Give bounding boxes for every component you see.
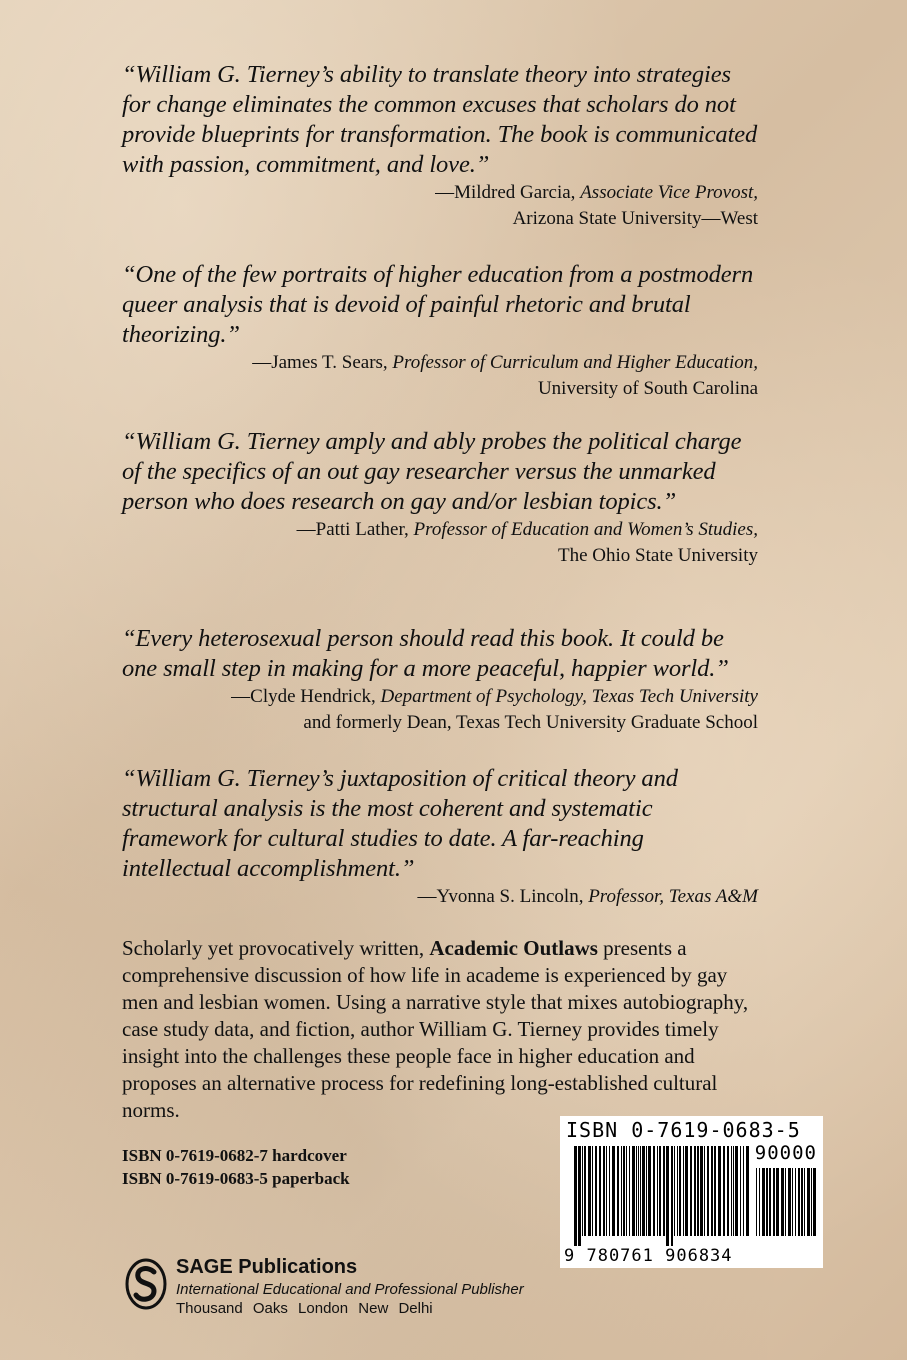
- barcode-bar: [776, 1168, 779, 1236]
- barcode-bar: [740, 1146, 741, 1236]
- barcode-bar: [798, 1168, 800, 1236]
- book-description: [122, 935, 762, 1124]
- attribution-title: Associate Vice Provost,: [580, 182, 758, 203]
- barcode-price-code: 90000: [754, 1142, 817, 1164]
- barcode-bar: [731, 1146, 732, 1236]
- quote-attribution: [122, 884, 758, 910]
- barcode-bar: [785, 1168, 786, 1236]
- barcode-bar: [685, 1146, 688, 1236]
- barcode-bar: [773, 1168, 775, 1236]
- barcode-bar: [733, 1146, 734, 1236]
- endorsement-lather: [122, 427, 758, 569]
- barcode-bar: [759, 1168, 760, 1236]
- endorsement-lincoln: [122, 764, 758, 910]
- barcode-bar: [609, 1146, 610, 1236]
- barcode-bar: [807, 1168, 810, 1236]
- publisher-tagline: International Educational and Professional Publisher: [176, 1281, 524, 1298]
- quote-attribution: [122, 350, 758, 376]
- barcode-bar: [792, 1168, 793, 1236]
- barcode-bar: [743, 1146, 744, 1236]
- barcode-bar: [606, 1146, 607, 1236]
- barcode-bars-icon: [574, 1146, 750, 1246]
- description-lead: Scholarly yet provocatively written,: [122, 936, 430, 960]
- barcode-bar: [588, 1146, 591, 1236]
- publisher-name: SAGE Publications: [176, 1256, 358, 1278]
- barcode-bar: [592, 1146, 593, 1236]
- barcode-bar: [697, 1146, 699, 1236]
- barcode-bar: [663, 1146, 665, 1236]
- isbn-list: [122, 1144, 350, 1190]
- barcode-bar: [683, 1146, 684, 1236]
- barcode-bar: [735, 1146, 738, 1236]
- barcode-bar: [646, 1146, 647, 1236]
- barcode-bar: [727, 1146, 729, 1236]
- barcode-bar: [623, 1146, 625, 1236]
- barcode-bar: [638, 1146, 639, 1236]
- barcode-bar: [599, 1146, 601, 1236]
- barcode-digits: 9 780761 906834: [564, 1246, 733, 1266]
- barcode-bar: [795, 1168, 796, 1236]
- publisher-cities: Thousand Oaks London New Delhi: [176, 1300, 433, 1317]
- barcode-bar: [811, 1168, 812, 1236]
- barcode-bar: [657, 1146, 658, 1236]
- barcode-bar: [666, 1146, 669, 1246]
- barcode-bar: [648, 1146, 651, 1236]
- quote-attribution: [122, 517, 758, 543]
- sage-logo-icon: [124, 1258, 168, 1310]
- barcode-bar: [582, 1146, 583, 1236]
- barcode-bar: [756, 1168, 757, 1236]
- barcode-bar: [723, 1146, 725, 1236]
- barcode-bar: [707, 1146, 709, 1236]
- barcode-bar: [804, 1168, 805, 1236]
- barcode-bar: [762, 1168, 765, 1236]
- attribution-affiliation: The Ohio State University: [558, 545, 758, 566]
- attribution-author: —Mildred Garcia,: [435, 182, 581, 203]
- barcode-bar: [690, 1146, 692, 1236]
- barcode-bar: [612, 1146, 615, 1236]
- description-body: presents a comprehensive discussion of how life in academe is experienced by gay men and lesbian women. Using a narrative style that mixes autobiography, case study data, and fiction, author William G. Tierney provides timely insight into the challenges these people face in higher education and proposes an alternative process for redefining long-established cultural norms.: [122, 936, 749, 1122]
- attribution-title: Professor, Texas A&M: [588, 886, 758, 907]
- barcode-bar: [766, 1168, 768, 1236]
- barcode-bar: [632, 1146, 635, 1236]
- isbn-barcode: [560, 1116, 823, 1268]
- attribution-affiliation: and formerly Dean, Texas Tech University Graduate School: [303, 712, 758, 733]
- barcode-bar: [674, 1146, 675, 1236]
- attribution-author: —Yvonna S. Lincoln,: [417, 886, 589, 907]
- barcode-bar: [714, 1146, 716, 1236]
- barcode-bar: [659, 1146, 661, 1236]
- barcode-bar: [636, 1146, 637, 1236]
- barcode-bar: [621, 1146, 622, 1236]
- endorsement-garcia: [122, 60, 758, 232]
- barcode-bar: [629, 1146, 630, 1236]
- barcode-isbn-label: ISBN 0-7619-0683-5: [566, 1118, 801, 1142]
- attribution-author: —Clyde Hendrick,: [231, 686, 381, 707]
- isbn-hardcover: ISBN 0-7619-0682-7 hardcover: [122, 1146, 347, 1165]
- barcode-bar: [769, 1168, 771, 1236]
- barcode-bar: [617, 1146, 619, 1236]
- barcode-bar: [640, 1146, 641, 1236]
- attribution-author: —Patti Lather,: [296, 519, 414, 540]
- barcode-bar: [584, 1146, 586, 1236]
- barcode-bar: [679, 1146, 681, 1236]
- barcode-addon-bars-icon: [756, 1168, 818, 1246]
- barcode-bar: [781, 1168, 784, 1236]
- attribution-affiliation: University of South Carolina: [537, 378, 758, 399]
- quote-text: “William G. Tierney’s ability to translate theory into strategies for change eliminates the common excuses that scholars do not provide blueprints for transformation. The book is communicated with passion, commitment, and love.”: [122, 61, 758, 178]
- barcode-bar: [653, 1146, 655, 1236]
- barcode-bar: [746, 1146, 749, 1236]
- barcode-bar: [813, 1168, 816, 1236]
- barcode-bar: [788, 1168, 791, 1236]
- quote-text: “William G. Tierney’s juxtaposition of critical theory and structural analysis is the most coherent and systematic framework for cultural studies to date. A far-reaching intellectual accomplishment.”: [122, 765, 678, 882]
- barcode-bar: [711, 1146, 713, 1236]
- barcode-bar: [677, 1146, 678, 1236]
- attribution-title: Professor of Education and Women’s Studies,: [413, 519, 758, 540]
- barcode-bar: [595, 1146, 597, 1236]
- quote-text: “William G. Tierney amply and ably probes the political charge of the specifics of an out gay researcher versus the unmarked person who does research on gay and/or lesbian topics.”: [122, 428, 742, 515]
- barcode-bar: [578, 1146, 581, 1246]
- barcode-bar: [700, 1146, 703, 1236]
- isbn-paperback: ISBN 0-7619-0683-5 paperback: [122, 1169, 350, 1188]
- barcode-bar: [694, 1146, 696, 1236]
- quote-text: “One of the few portraits of higher education from a postmodern queer analysis that is devoid of painful rhetoric and brutal theorizing.”: [122, 261, 754, 348]
- attribution-title: Department of Psychology, Texas Tech University: [380, 686, 758, 707]
- barcode-bar: [642, 1146, 645, 1236]
- barcode-bar: [801, 1168, 803, 1236]
- quote-text: “Every heterosexual person should read this book. It could be one small step in making for a more peaceful, happier world.”: [122, 625, 729, 682]
- attribution-title: Professor of Curriculum and Higher Education,: [392, 352, 758, 373]
- endorsement-sears: [122, 260, 758, 402]
- book-title: Academic Outlaws: [429, 936, 598, 960]
- attribution-author: —James T. Sears,: [252, 352, 393, 373]
- barcode-bar: [671, 1146, 673, 1246]
- attribution-affiliation: Arizona State University—West: [512, 208, 758, 229]
- publisher-block: [124, 1252, 584, 1322]
- barcode-bar: [704, 1146, 705, 1236]
- quote-attribution: [122, 684, 758, 710]
- barcode-bar: [574, 1146, 577, 1246]
- barcode-bar: [718, 1146, 721, 1236]
- endorsement-hendrick: [122, 624, 758, 736]
- quote-attribution: [122, 180, 758, 206]
- barcode-bar: [626, 1146, 627, 1236]
- barcode-bar: [603, 1146, 605, 1236]
